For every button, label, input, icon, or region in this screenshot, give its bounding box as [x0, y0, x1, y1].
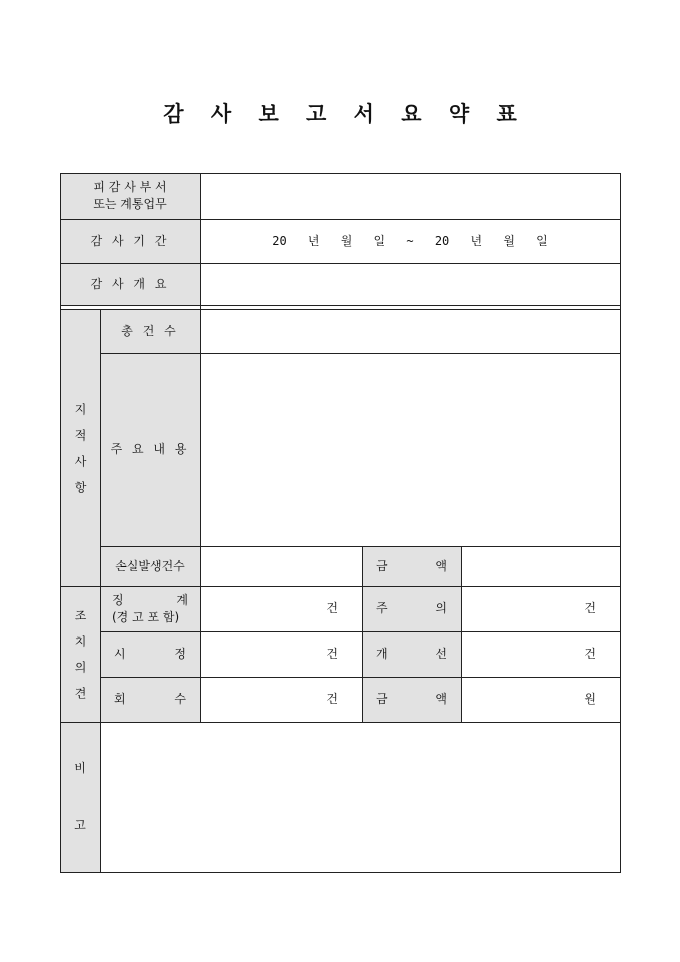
correction-label: 시 정 — [100, 631, 200, 677]
main-content-field[interactable] — [200, 353, 620, 546]
amount-field[interactable] — [461, 546, 620, 586]
period-label: 감 사 기 간 — [60, 219, 200, 263]
findings-group-label: 지 적 사 항 — [60, 309, 100, 586]
actions-group-label: 조 치 의 견 — [60, 586, 100, 722]
discipline-count-field[interactable]: 건 — [326, 601, 338, 615]
improve-count-field[interactable]: 건 — [584, 646, 596, 661]
loss-count-label: 손실발생건수 — [100, 546, 200, 586]
page-title: 감 사 보 고 서 요 약 표 — [163, 101, 527, 126]
money-amount-field[interactable]: 원 — [584, 692, 596, 706]
recover-label: 회 수 — [100, 677, 200, 722]
grid-line — [60, 872, 621, 873]
grid-line — [100, 677, 621, 678]
grid-line — [100, 546, 621, 547]
total-count-label: 총 건 수 — [100, 309, 200, 353]
grid-line — [60, 722, 621, 723]
caution-count-field[interactable]: 건 — [584, 601, 596, 615]
caution-label: 주 의 — [362, 586, 461, 631]
amount-label: 금 액 — [362, 546, 461, 586]
dept-label-line1: 피 감 사 부 서 — [93, 180, 167, 194]
main-content-label: 주 요 내 용 — [100, 353, 200, 546]
period-value-field[interactable]: 20 년 월 일 ~ 20 년 월 일 — [272, 233, 548, 248]
remarks-field[interactable] — [100, 722, 620, 872]
recover-count-field[interactable]: 건 — [326, 692, 338, 706]
overview-value-field[interactable] — [200, 263, 620, 305]
grid-line — [60, 586, 621, 587]
money-label: 금 액 — [362, 677, 461, 722]
grid-line — [100, 309, 101, 872]
total-count-field[interactable] — [200, 309, 620, 353]
loss-count-field[interactable] — [200, 546, 362, 586]
dept-value-field[interactable] — [200, 173, 620, 219]
discipline-label: 징 계 (경 고 포 함) — [100, 586, 200, 631]
grid-line — [362, 546, 363, 722]
grid-line — [100, 353, 621, 354]
grid-line — [60, 305, 621, 306]
grid-line — [60, 219, 621, 220]
grid-line — [60, 173, 621, 174]
grid-line — [60, 263, 621, 264]
correction-count-field[interactable]: 건 — [326, 646, 338, 661]
grid-line — [100, 631, 621, 632]
grid-line — [60, 173, 61, 873]
grid-line — [461, 546, 462, 722]
grid-line — [200, 173, 201, 722]
improve-label: 개 선 — [362, 631, 461, 677]
grid-line — [620, 173, 621, 873]
dept-label-cell — [60, 173, 200, 219]
grid-line — [60, 309, 621, 310]
remarks-label: 비 고 — [60, 722, 100, 872]
dept-label-line2: 또는 계통업무 — [93, 197, 167, 211]
overview-label: 감 사 개 요 — [60, 263, 200, 305]
